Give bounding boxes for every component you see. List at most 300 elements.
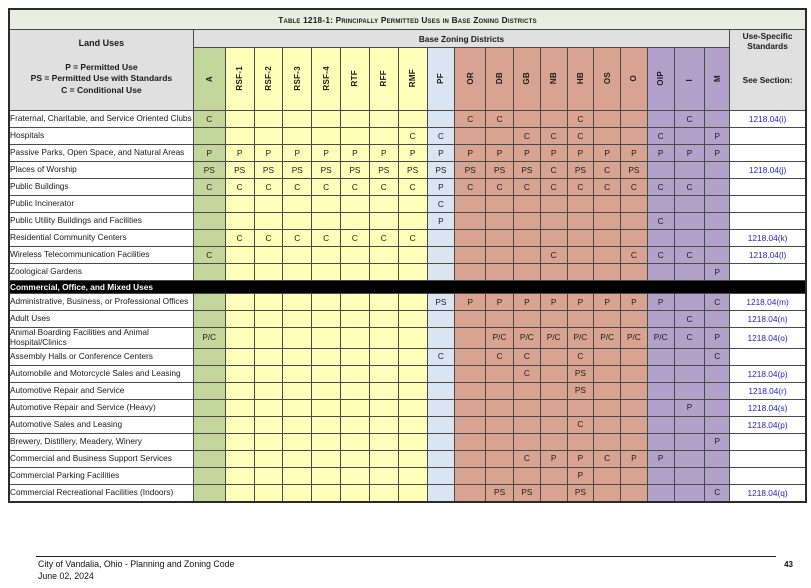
cell-PF: P: [427, 179, 455, 196]
column-label: DB: [495, 71, 505, 85]
cell-NB: [540, 264, 567, 281]
cell-NB: [540, 382, 567, 399]
cell-I: [674, 365, 705, 382]
cell-RSF-3: [283, 416, 312, 433]
cell-GB: C: [513, 179, 540, 196]
cell-HB: [567, 230, 594, 247]
cell-I: [674, 416, 705, 433]
cell-PF: [427, 311, 455, 328]
cell-GB: [513, 213, 540, 230]
cell-O: P: [621, 450, 648, 467]
table-row: [9, 145, 806, 162]
land-use-label: Animal Boarding Facilities and Animal Hospital/Clinics: [9, 328, 193, 349]
cell-RSF-3: [283, 484, 312, 502]
cell-DB: [486, 247, 514, 264]
cell-GB: [513, 111, 540, 128]
section-header: Commercial, Office, and Mixed Uses: [9, 281, 806, 294]
cell-I: [674, 264, 705, 281]
cell-A: [193, 416, 225, 433]
cell-O: [621, 467, 648, 484]
cell-NB: [540, 433, 567, 450]
cell-RSF-1: [225, 484, 254, 502]
cell-RTF: [341, 450, 370, 467]
cell-A: [193, 196, 225, 213]
cell-OS: P: [594, 294, 621, 311]
cell-OR: [455, 328, 486, 349]
cell-RFF: C: [369, 179, 398, 196]
cell-RFF: PS: [369, 162, 398, 179]
cell-HB: [567, 247, 594, 264]
cell-RSF-4: [312, 433, 341, 450]
cell-GB: C: [513, 450, 540, 467]
section-reference-link: [730, 179, 806, 196]
cell-HB: C: [567, 111, 594, 128]
table-body: [9, 111, 806, 502]
cell-RTF: [341, 213, 370, 230]
section-reference-link[interactable]: 1218.04(i): [730, 111, 806, 128]
cell-M: [705, 311, 730, 328]
cell-GB: [513, 311, 540, 328]
cell-RSF-1: [225, 416, 254, 433]
table-row: [9, 264, 806, 281]
cell-PF: [427, 399, 455, 416]
cell-I: [674, 196, 705, 213]
cell-RMF: [398, 247, 427, 264]
cell-OS: [594, 399, 621, 416]
cell-HB: C: [567, 416, 594, 433]
section-reference-link[interactable]: 1218.04(r): [730, 382, 806, 399]
section-reference-link[interactable]: 1218.04(p): [730, 416, 806, 433]
cell-DB: C: [486, 111, 514, 128]
cell-RSF-2: [254, 450, 283, 467]
cell-RSF-3: [283, 311, 312, 328]
cell-RSF-1: PS: [225, 162, 254, 179]
cell-RSF-1: [225, 467, 254, 484]
cell-RFF: [369, 328, 398, 349]
cell-RSF-2: [254, 467, 283, 484]
cell-I: [674, 213, 705, 230]
cell-HB: [567, 213, 594, 230]
cell-OR: P: [455, 145, 486, 162]
cell-RMF: [398, 294, 427, 311]
land-use-label: Residential Community Centers: [9, 230, 193, 247]
cell-O: [621, 264, 648, 281]
cell-OIP: [647, 416, 674, 433]
cell-O: P/C: [621, 328, 648, 349]
cell-GB: [513, 399, 540, 416]
column-header-A: [193, 48, 225, 111]
cell-RFF: [369, 311, 398, 328]
cell-RFF: [369, 196, 398, 213]
column-label: OR: [465, 71, 475, 85]
land-use-label: Public Utility Buildings and Facilities: [9, 213, 193, 230]
cell-GB: C: [513, 348, 540, 365]
cell-M: P: [705, 145, 730, 162]
cell-RSF-4: [312, 311, 341, 328]
cell-O: [621, 230, 648, 247]
cell-PF: [427, 433, 455, 450]
cell-OR: [455, 433, 486, 450]
cell-OR: [455, 382, 486, 399]
cell-RSF-1: [225, 348, 254, 365]
column-header-OIP: [647, 48, 674, 111]
cell-A: C: [193, 111, 225, 128]
cell-OIP: [647, 348, 674, 365]
cell-I: [674, 294, 705, 311]
cell-OR: [455, 484, 486, 502]
cell-OIP: P: [647, 450, 674, 467]
cell-PF: [427, 484, 455, 502]
cell-M: [705, 247, 730, 264]
cell-RSF-3: [283, 467, 312, 484]
column-header-RMF: [398, 48, 427, 111]
land-use-label: Public Incinerator: [9, 196, 193, 213]
cell-RMF: P: [398, 145, 427, 162]
cell-RSF-3: [283, 196, 312, 213]
land-use-label: Administrative, Business, or Professional Offices: [9, 294, 193, 311]
land-use-label: Commercial Parking Facilities: [9, 467, 193, 484]
column-label: RSF-2: [263, 65, 273, 91]
cell-RSF-3: [283, 111, 312, 128]
cell-OIP: [647, 264, 674, 281]
section-reference-link: [730, 213, 806, 230]
cell-RSF-3: [283, 328, 312, 349]
cell-RTF: PS: [341, 162, 370, 179]
cell-HB: PS: [567, 382, 594, 399]
cell-RFF: [369, 467, 398, 484]
section-reference-link: [730, 467, 806, 484]
cell-A: P: [193, 145, 225, 162]
section-reference-link: [730, 128, 806, 145]
cell-A: [193, 311, 225, 328]
cell-RSF-3: C: [283, 230, 312, 247]
cell-PF: [427, 416, 455, 433]
cell-PF: P: [427, 145, 455, 162]
cell-PF: C: [427, 128, 455, 145]
cell-GB: [513, 264, 540, 281]
cell-DB: C: [486, 179, 514, 196]
cell-OR: [455, 399, 486, 416]
cell-RSF-3: [283, 433, 312, 450]
cell-O: [621, 416, 648, 433]
cell-RFF: [369, 264, 398, 281]
cell-GB: PS: [513, 162, 540, 179]
column-header-RTF: [341, 48, 370, 111]
cell-RFF: [369, 416, 398, 433]
cell-M: [705, 416, 730, 433]
cell-A: [193, 348, 225, 365]
cell-OS: [594, 484, 621, 502]
cell-RSF-2: [254, 247, 283, 264]
cell-RSF-1: [225, 328, 254, 349]
section-reference-link[interactable]: 1218.04(k): [730, 230, 806, 247]
cell-RSF-3: [283, 399, 312, 416]
cell-RSF-2: [254, 399, 283, 416]
cell-M: [705, 467, 730, 484]
column-header-RSF-3: [283, 48, 312, 111]
cell-O: [621, 111, 648, 128]
cell-RSF-1: [225, 247, 254, 264]
cell-HB: P: [567, 145, 594, 162]
cell-OS: P/C: [594, 328, 621, 349]
table-row: [9, 399, 806, 416]
cell-OS: [594, 365, 621, 382]
cell-NB: [540, 111, 567, 128]
cell-O: [621, 399, 648, 416]
cell-HB: C: [567, 348, 594, 365]
cell-A: [193, 230, 225, 247]
cell-I: [674, 230, 705, 247]
cell-A: PS: [193, 162, 225, 179]
column-header-GB: [513, 48, 540, 111]
footer-date: June 02, 2024: [38, 570, 94, 581]
cell-GB: C: [513, 365, 540, 382]
section-reference-link[interactable]: 1218.04(s): [730, 399, 806, 416]
cell-RFF: [369, 365, 398, 382]
cell-OIP: [647, 162, 674, 179]
cell-A: [193, 467, 225, 484]
section-reference-link[interactable]: 1218.04(l): [730, 247, 806, 264]
cell-DB: [486, 416, 514, 433]
section-reference-link[interactable]: 1218.04(j): [730, 162, 806, 179]
cell-RTF: [341, 399, 370, 416]
cell-I: [674, 450, 705, 467]
column-label: HB: [575, 71, 585, 85]
cell-PF: C: [427, 348, 455, 365]
cell-RTF: [341, 328, 370, 349]
cell-RSF-4: C: [312, 230, 341, 247]
cell-O: [621, 484, 648, 502]
cell-M: C: [705, 484, 730, 502]
cell-M: C: [705, 348, 730, 365]
cell-DB: [486, 128, 514, 145]
cell-OIP: [647, 399, 674, 416]
column-label: RSF-1: [235, 65, 245, 91]
cell-RSF-4: [312, 382, 341, 399]
column-label: RMF: [408, 68, 418, 88]
cell-OIP: P/C: [647, 328, 674, 349]
cell-I: C: [674, 179, 705, 196]
cell-M: [705, 179, 730, 196]
cell-RMF: [398, 382, 427, 399]
cell-A: [193, 484, 225, 502]
cell-RSF-2: [254, 382, 283, 399]
cell-RSF-4: [312, 348, 341, 365]
section-reference-link: [730, 196, 806, 213]
section-row: [9, 281, 806, 294]
cell-RSF-2: [254, 484, 283, 502]
cell-DB: [486, 213, 514, 230]
cell-M: [705, 111, 730, 128]
cell-OR: [455, 311, 486, 328]
section-reference-link[interactable]: 1218.04(m): [730, 294, 806, 311]
cell-DB: [486, 230, 514, 247]
cell-DB: PS: [486, 162, 514, 179]
cell-PF: PS: [427, 162, 455, 179]
column-label: RTF: [350, 69, 360, 87]
cell-RFF: P: [369, 145, 398, 162]
section-reference-link: [730, 145, 806, 162]
land-uses-label: Land Uses: [78, 38, 125, 48]
section-reference-link[interactable]: 1218.04(q): [730, 484, 806, 502]
cell-OIP: C: [647, 213, 674, 230]
column-header-RSF-1: [225, 48, 254, 111]
cell-OIP: [647, 484, 674, 502]
cell-RSF-4: [312, 196, 341, 213]
cell-RTF: [341, 264, 370, 281]
cell-RSF-3: PS: [283, 162, 312, 179]
cell-A: [193, 399, 225, 416]
cell-RFF: [369, 382, 398, 399]
cell-NB: [540, 467, 567, 484]
column-header-O: [621, 48, 648, 111]
cell-OS: [594, 467, 621, 484]
cell-RMF: [398, 467, 427, 484]
column-header-RSF-2: [254, 48, 283, 111]
column-label: A: [204, 75, 214, 82]
footer: [38, 559, 234, 583]
cell-RSF-2: [254, 328, 283, 349]
cell-RMF: [398, 311, 427, 328]
cell-M: [705, 196, 730, 213]
cell-RTF: [341, 196, 370, 213]
cell-DB: [486, 467, 514, 484]
cell-RSF-4: [312, 128, 341, 145]
cell-DB: P: [486, 145, 514, 162]
cell-O: [621, 348, 648, 365]
cell-OS: [594, 213, 621, 230]
cell-RSF-2: [254, 111, 283, 128]
cell-GB: [513, 247, 540, 264]
cell-RSF-3: [283, 247, 312, 264]
cell-OIP: [647, 382, 674, 399]
cell-HB: [567, 311, 594, 328]
column-label: O: [629, 75, 639, 82]
land-use-label: Automotive Sales and Leasing: [9, 416, 193, 433]
cell-I: [674, 162, 705, 179]
cell-O: P: [621, 294, 648, 311]
table-row: [9, 111, 806, 128]
table-row: [9, 196, 806, 213]
cell-RTF: [341, 416, 370, 433]
cell-RSF-3: [283, 382, 312, 399]
cell-RFF: [369, 111, 398, 128]
cell-RSF-2: PS: [254, 162, 283, 179]
table-row: [9, 328, 806, 349]
cell-RSF-4: [312, 416, 341, 433]
cell-A: [193, 433, 225, 450]
cell-M: [705, 399, 730, 416]
section-reference-link: [730, 433, 806, 450]
cell-NB: C: [540, 247, 567, 264]
cell-RSF-4: [312, 213, 341, 230]
cell-RMF: [398, 348, 427, 365]
cell-RSF-1: [225, 264, 254, 281]
cell-RFF: [369, 399, 398, 416]
cell-RSF-2: [254, 213, 283, 230]
cell-RTF: [341, 365, 370, 382]
cell-RSF-3: [283, 264, 312, 281]
cell-OR: C: [455, 111, 486, 128]
cell-PF: [427, 230, 455, 247]
cell-RMF: [398, 399, 427, 416]
cell-NB: C: [540, 162, 567, 179]
cell-M: P: [705, 128, 730, 145]
cell-RMF: [398, 213, 427, 230]
cell-RMF: [398, 111, 427, 128]
cell-RSF-4: C: [312, 179, 341, 196]
cell-OIP: P: [647, 294, 674, 311]
cell-RSF-2: P: [254, 145, 283, 162]
column-header-NB: [540, 48, 567, 111]
cell-HB: P: [567, 467, 594, 484]
see-section-label: See Section:: [742, 74, 793, 85]
column-header-HB: [567, 48, 594, 111]
cell-RSF-3: [283, 365, 312, 382]
cell-PF: [427, 264, 455, 281]
cell-RMF: [398, 416, 427, 433]
table-row: [9, 416, 806, 433]
cell-NB: C: [540, 128, 567, 145]
cell-NB: P: [540, 145, 567, 162]
cell-NB: P/C: [540, 328, 567, 349]
cell-OIP: [647, 196, 674, 213]
cell-M: [705, 382, 730, 399]
cell-OIP: C: [647, 179, 674, 196]
cell-RTF: [341, 467, 370, 484]
cell-GB: [513, 433, 540, 450]
use-specific-standards-header: [730, 30, 806, 111]
section-reference-link[interactable]: 1218.04(p): [730, 365, 806, 382]
column-label: OIP: [656, 70, 666, 86]
cell-RTF: [341, 382, 370, 399]
cell-DB: [486, 433, 514, 450]
land-uses-header: [9, 30, 193, 111]
land-use-label: Public Buildings: [9, 179, 193, 196]
cell-I: [674, 382, 705, 399]
cell-HB: C: [567, 128, 594, 145]
table-row: [9, 128, 806, 145]
cell-A: [193, 294, 225, 311]
cell-DB: [486, 382, 514, 399]
section-reference-link[interactable]: 1218.04(n): [730, 311, 806, 328]
table-row: [9, 467, 806, 484]
cell-OIP: C: [647, 247, 674, 264]
legend: [10, 62, 193, 96]
cell-RSF-2: [254, 196, 283, 213]
land-use-label: Fraternal, Charitable, and Service Oriented Clubs: [9, 111, 193, 128]
cell-RSF-4: [312, 111, 341, 128]
section-reference-link[interactable]: 1218.04(o): [730, 328, 806, 349]
cell-PF: P: [427, 213, 455, 230]
column-header-I: [674, 48, 705, 111]
cell-A: [193, 128, 225, 145]
cell-I: [674, 467, 705, 484]
cell-RSF-3: [283, 450, 312, 467]
cell-HB: P: [567, 450, 594, 467]
table-row: [9, 365, 806, 382]
cell-RSF-4: [312, 484, 341, 502]
cell-OIP: [647, 365, 674, 382]
cell-OS: [594, 128, 621, 145]
cell-RSF-1: [225, 382, 254, 399]
cell-OR: [455, 365, 486, 382]
cell-A: C: [193, 247, 225, 264]
cell-OS: [594, 111, 621, 128]
cell-RSF-1: [225, 196, 254, 213]
cell-OS: C: [594, 179, 621, 196]
column-label: NB: [549, 71, 559, 85]
